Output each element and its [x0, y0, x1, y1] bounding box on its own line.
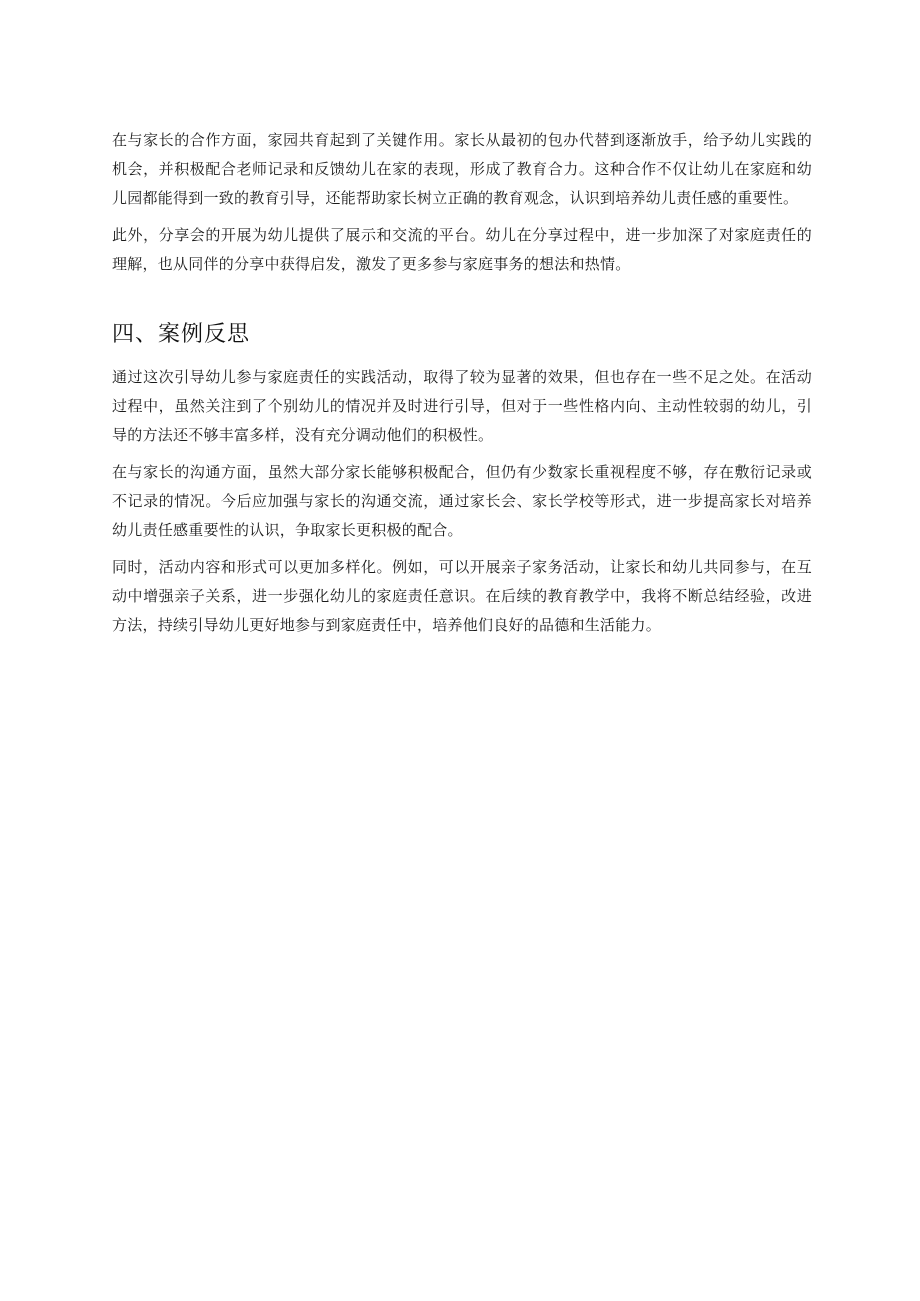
- section-reflection: [112, 363, 812, 640]
- document-body: [112, 126, 812, 640]
- section-intro: [112, 126, 812, 279]
- paragraph-sharing-session: 此外，分享会的开展为幼儿提供了展示和交流的平台。幼儿在分享过程中，进一步加深了对家庭责任的理解，也从同伴的分享中获得启发，激发了更多参与家庭事务的想法和热情。: [112, 226, 812, 273]
- paragraph-reflection-results: 通过这次引导幼儿参与家庭责任的实践活动，取得了较为显著的效果，但也存在一些不足之处。在活动过程中，虽然关注到了个别幼儿的情况并及时进行引导，但对于一些性格内向、主动性较弱的幼儿，引导的方法还不够丰富多样，没有充分调动他们的积极性。: [112, 368, 812, 444]
- paragraph-parent-communication: 在与家长的沟通方面，虽然大部分家长能够积极配合，但仍有少数家长重视程度不够，存在敷衍记录或不记录的情况。今后应加强与家长的沟通交流，通过家长会、家长学校等形式，进一步提高家长对培养幼儿责任感重要性的认识，争取家长更积极的配合。: [112, 463, 812, 539]
- section-heading-case-reflection: 四、案例反思: [112, 322, 251, 347]
- paragraph-home-school-cooperation: 在与家长的合作方面，家园共育起到了关键作用。家长从最初的包办代替到逐渐放手，给予幼儿实践的机会，并积极配合老师记录和反馈幼儿在家的表现，形成了教育合力。这种合作不仅让幼儿在家庭和幼儿园都能得到一致的教育引导，还能帮助家长树立正确的教育观念，认识到培养幼儿责任感的重要性。: [112, 131, 812, 207]
- paragraph-diversified-activities: 同时，活动内容和形式可以更加多样化。例如，可以开展亲子家务活动，让家长和幼儿共同参与，在互动中增强亲子关系，进一步强化幼儿的家庭责任意识。在后续的教育教学中，我将不断总结经验，改进方法，持续引导幼儿更好地参与到家庭责任中，培养他们良好的品德和生活能力。: [112, 558, 812, 634]
